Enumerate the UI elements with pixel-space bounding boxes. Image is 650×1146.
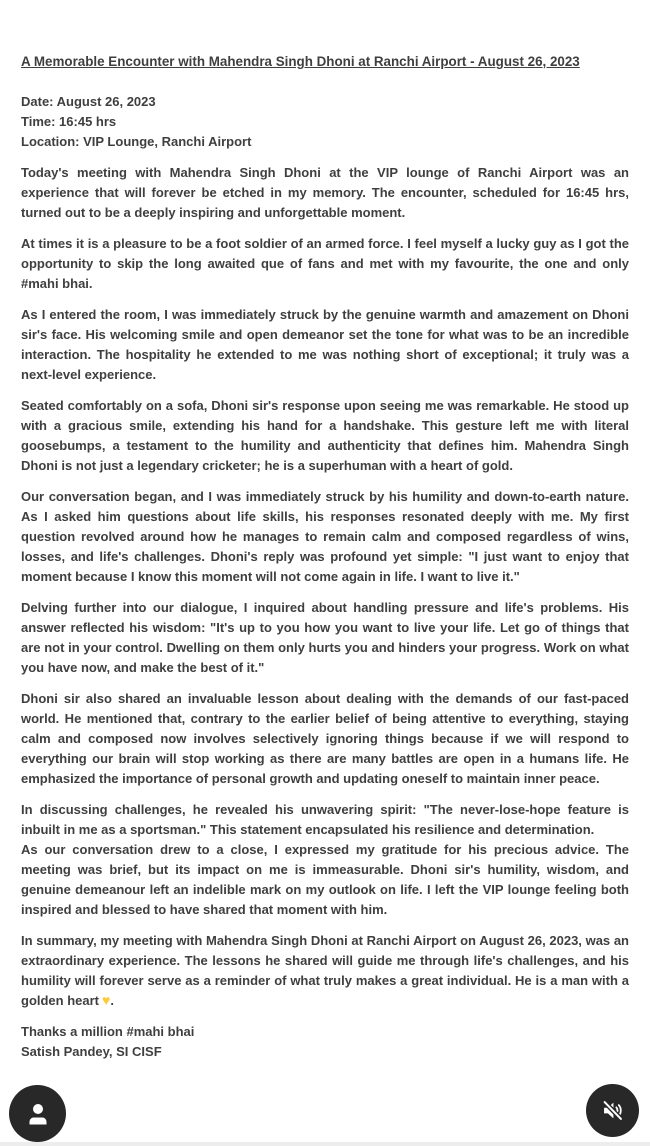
paragraph-foot-soldier: At times it is a pleasure to be a foot soldier of an armed force. I feel myself a lucky guy as I got the opportunity to skip the long awaited que of fans and met with my favourite, the one and only #mahi bhai.	[21, 236, 629, 291]
speaker-muted-icon	[599, 1097, 626, 1124]
meta-location: Location: VIP Lounge, Ranchi Airport	[21, 134, 252, 149]
yellow-heart-icon: ♥	[102, 992, 111, 1008]
profile-avatar-button[interactable]	[9, 1085, 66, 1142]
document-title: A Memorable Encounter with Mahendra Singh Dhoni at Ranchi Airport - August 26, 2023	[21, 54, 580, 69]
summary-period: .	[110, 993, 114, 1008]
closing-thanks: Thanks a million #mahi bhai	[21, 1024, 195, 1039]
paragraph-entered-room: As I entered the room, I was immediately struck by the genuine warmth and amazement on Dhoni sir's face. His welcoming smile and open demeanor set the tone for what was to be an incredible interaction. The hospitality he extended to me was nothing short of exceptional; it truly was a next-level experience.	[21, 307, 629, 382]
person-icon	[23, 1099, 53, 1129]
paragraph-fast-paced-world: Dhoni sir also shared an invaluable lesson about dealing with the demands of our fast-paced world. He mentioned that, contrary to the earlier belief of being attentive to everything, staying calm and composed now involves selectively ignoring things because if we will respond to everything our brain will stop working as there are many battles are open in a humans life. He emphasized the importance of personal growth and updating oneself to maintain inner peace.	[21, 691, 629, 786]
paragraph-summary	[21, 931, 629, 1011]
paragraph-conversation-close: As our conversation drew to a close, I expressed my gratitude for his precious advice. The meeting was brief, but its impact on me is immeasurable. Dhoni sir's humility, wisdom, and genuine demeanour left an indelible mark on my outlook on life. I left the VIP lounge feeling both inspired and blessed to have shared that moment with him.	[21, 842, 629, 917]
closing-block	[21, 1022, 629, 1062]
paragraph-handling-pressure: Delving further into our dialogue, I inquired about handling pressure and life's problems. His answer reflected his wisdom: "It's up to you how you want to live your life. Let go of things that are not in your control. Dwelling on them only hurts you and hinders your progress. Work on what you have now, and make the best of it."	[21, 600, 629, 675]
summary-text: In summary, my meeting with Mahendra Singh Dhoni at Ranchi Airport on August 26, 2023, was an extraordinary experience. The lessons he shared will guide me through life's challenges, and his humility will forever serve as a reminder of what truly makes a great individual. He is a man with a golden heart	[21, 933, 629, 1008]
paragraph-conversation-began: Our conversation began, and I was immediately struck by his humility and down-to-earth nature. As I asked him questions about life skills, his responses resonated deeply with me. My first question revolved around how he manages to remain calm and composed regardless of wins, losses, and life's challenges. Dhoni's reply was profound yet simple: "I just want to enjoy that moment because I know this moment will not come again in life. I want to live it."	[21, 489, 629, 584]
closing-signature: Satish Pandey, SI CISF	[21, 1044, 162, 1059]
paragraph-sofa-handshake: Seated comfortably on a sofa, Dhoni sir's response upon seeing me was remarkable. He stood up with a gracious smile, extending his hand for a handshake. This gesture left me with literal goosebumps, a testament to the humility and authenticity that defines him. Mahendra Singh Dhoni is not just a legendary cricketer; he is a superhuman with a heart of gold.	[21, 398, 629, 473]
page-bottom-edge	[0, 1142, 650, 1146]
paragraph-intro: Today's meeting with Mahendra Singh Dhoni at the VIP lounge of Ranchi Airport was an experience that will forever be etched in my memory. The encounter, scheduled for 16:45 hrs, turned out to be a deeply inspiring and unforgettable moment.	[21, 165, 629, 220]
paragraph-never-lose-hope: In discussing challenges, he revealed his unwavering spirit: "The never-lose-hope feature is inbuilt in me as a sportsman." This statement encapsulated his resilience and determination.	[21, 802, 629, 837]
mute-button[interactable]	[586, 1084, 639, 1137]
meta-date: Date: August 26, 2023	[21, 94, 156, 109]
meta-block	[21, 92, 629, 152]
meta-time: Time: 16:45 hrs	[21, 114, 117, 129]
